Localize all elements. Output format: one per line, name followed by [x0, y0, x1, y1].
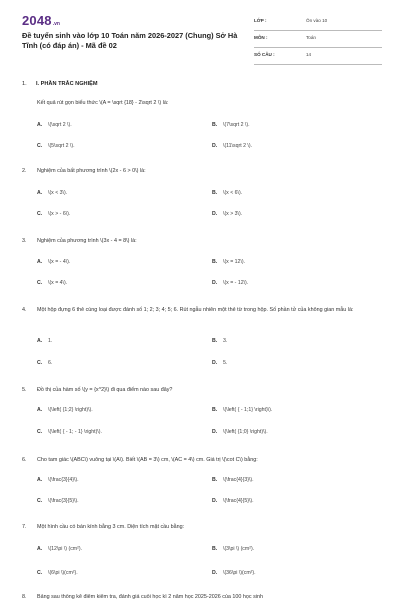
question-text: Nghiệm của bất phương trình \(2x - 6 > 0\) là:	[37, 168, 146, 174]
option-letter: A.	[37, 407, 43, 413]
question-number: 2.	[22, 168, 27, 174]
question-stem	[22, 236, 385, 246]
option-c[interactable]	[37, 280, 67, 286]
option-text: \(x = 12\).	[223, 259, 246, 265]
option-letter: A.	[37, 477, 43, 483]
option-d[interactable]	[212, 211, 242, 217]
option-letter: C.	[37, 360, 43, 366]
meta-label: LỚP :	[254, 18, 267, 23]
option-b[interactable]	[212, 407, 272, 413]
option-text: \(\left( {1;0} \right)\).	[223, 429, 268, 435]
option-text: \(7\sqrt 2 \).	[223, 122, 250, 128]
option-a[interactable]	[37, 338, 52, 344]
option-b[interactable]	[212, 338, 227, 344]
option-letter: D.	[212, 280, 218, 286]
option-letter: B.	[212, 477, 218, 483]
option-letter: B.	[212, 338, 218, 344]
exam-meta	[254, 16, 382, 67]
question-text: Bảng sau thống kê điểm kiểm tra, đánh giá cuối học kì 2 năm học 2025-2026 của 100 học sinh	[37, 594, 263, 600]
meta-value: Toán	[306, 35, 316, 40]
option-b[interactable]	[212, 190, 242, 196]
option-letter: A.	[37, 259, 43, 265]
option-letter: A.	[37, 190, 43, 196]
option-b[interactable]	[212, 259, 245, 265]
option-letter: C.	[37, 143, 43, 149]
option-text: \(6\pi \)(cm²).	[48, 570, 78, 576]
option-a[interactable]	[37, 259, 70, 265]
option-letter: D.	[212, 570, 218, 576]
option-b[interactable]	[212, 546, 254, 552]
option-text: \(\left( {1;2} \right)\).	[48, 407, 93, 413]
option-text: \(x > - 6\).	[48, 211, 71, 217]
option-letter: B.	[212, 190, 218, 196]
option-text: \(\frac{3}{4}\).	[48, 477, 79, 483]
option-a[interactable]	[37, 477, 79, 483]
option-letter: B.	[212, 407, 218, 413]
option-d[interactable]	[212, 360, 227, 366]
question-text: Một hình cầu có bán kính bằng 3 cm. Diện tích mặt cầu bằng:	[37, 524, 185, 530]
option-text: 6.	[48, 360, 53, 366]
option-letter: B.	[212, 259, 218, 265]
option-letter: D.	[212, 143, 218, 149]
question-number: 6.	[22, 457, 27, 463]
option-text: \(x = - 4\).	[48, 259, 71, 265]
option-letter: D.	[212, 498, 218, 504]
meta-value: Ôn vào 10	[306, 18, 328, 23]
option-c[interactable]	[37, 498, 79, 504]
question-stem	[22, 522, 385, 532]
option-d[interactable]	[212, 143, 252, 149]
meta-row-subject	[254, 33, 382, 48]
meta-row-class	[254, 16, 382, 31]
meta-row-question-count	[254, 50, 382, 65]
meta-label: MÔN :	[254, 35, 268, 40]
option-a[interactable]	[37, 546, 82, 552]
option-b[interactable]	[212, 122, 250, 128]
question-stem	[22, 385, 385, 395]
option-a[interactable]	[37, 122, 72, 128]
option-text: \(36\pi \)(cm²).	[223, 570, 256, 576]
option-text: \(\frac{4}{5}\).	[223, 498, 254, 504]
logo-text: 2048	[22, 13, 52, 28]
option-c[interactable]	[37, 570, 78, 576]
question-text: Cho tam giác \(ABC\) vuông tại \(A\). Biết \(AB = 3\) cm, \(AC = 4\) cm. Giá trị \(\cot C\) bằng:	[37, 457, 258, 463]
option-text: 5.	[223, 360, 228, 366]
option-d[interactable]	[212, 498, 254, 504]
option-letter: D.	[212, 211, 218, 217]
exam-header	[22, 12, 380, 78]
option-text: 3.	[223, 338, 228, 344]
question-text: Đồ thị của hàm số \(y = {x^2}\) đi qua điểm nào sau đây?	[37, 387, 173, 393]
section-heading	[22, 81, 98, 87]
option-text: \(x = 4\).	[48, 280, 68, 286]
question-text: Một hộp đựng 6 thẻ cùng loại được đánh số 1; 2; 3; 4; 5; 6. Rút ngẫu nhiên một thẻ từ trong hộp. Số phần tử của không gian mẫu là:	[37, 307, 354, 313]
option-b[interactable]	[212, 477, 254, 483]
option-text: \(5\sqrt 2 \).	[48, 143, 75, 149]
option-d[interactable]	[212, 280, 248, 286]
option-d[interactable]	[212, 570, 256, 576]
option-text: \(x > 3\).	[223, 211, 243, 217]
option-text: \(x = - 12\).	[223, 280, 249, 286]
option-a[interactable]	[37, 407, 93, 413]
option-letter: B.	[212, 122, 218, 128]
option-text: \(x < 3\).	[48, 190, 68, 196]
option-letter: C.	[37, 280, 43, 286]
meta-value: 14	[306, 52, 312, 57]
option-letter: C.	[37, 498, 43, 504]
question-stem	[22, 98, 385, 108]
exam-title: Đề tuyển sinh vào lớp 10 Toán năm 2026-2027 (Chung) Sở Hà Tĩnh (có đáp án) - Mã đề 02	[22, 31, 238, 50]
option-text: \(12\pi \) (cm²).	[48, 546, 83, 552]
option-text: \(3\pi \) (cm²).	[223, 546, 255, 552]
option-text: \(11\sqrt 2 \).	[223, 143, 253, 149]
option-text: \(\sqrt 2 \).	[48, 122, 72, 128]
option-text: \(\left( { - 1; - 1} \right)\).	[48, 429, 102, 435]
option-letter: A.	[37, 546, 43, 552]
section-title: I. PHẦN TRẮC NGHIỆM	[36, 81, 98, 87]
option-letter: D.	[212, 429, 218, 435]
option-letter: C.	[37, 211, 43, 217]
option-d[interactable]	[212, 429, 268, 435]
option-text: \(\left( { - 1;1} \right)\).	[223, 407, 273, 413]
question-number: 4.	[22, 307, 27, 313]
question-number: 3.	[22, 238, 27, 244]
question-stem	[22, 455, 385, 465]
option-letter: A.	[37, 338, 43, 344]
question-number: 5.	[22, 387, 27, 393]
option-letter: B.	[212, 546, 218, 552]
option-text: \(\frac{4}{3}\).	[223, 477, 254, 483]
question-number: 8.	[22, 594, 27, 600]
option-text: \(\frac{3}{5}\).	[48, 498, 79, 504]
option-text: \(x < 6\).	[223, 190, 243, 196]
question-stem	[22, 305, 385, 315]
option-c[interactable]	[37, 429, 102, 435]
option-letter: A.	[37, 122, 43, 128]
option-c[interactable]	[37, 143, 75, 149]
question-text: Kết quả rút gọn biểu thức \(A = \sqrt {18} - 2\sqrt 2 \) là:	[37, 100, 169, 106]
question-text: Nghiệm của phương trình \(3x - 4 = 8\) là:	[37, 238, 137, 244]
meta-label: SỐ CÂU :	[254, 52, 275, 57]
question-stem	[22, 166, 385, 176]
option-text: 1.	[48, 338, 53, 344]
section-number: 1.	[22, 81, 27, 87]
option-letter: D.	[212, 360, 218, 366]
question-number: 7.	[22, 524, 27, 530]
option-letter: C.	[37, 570, 43, 576]
option-letter: C.	[37, 429, 43, 435]
question-stem-cut	[22, 594, 380, 600]
option-a[interactable]	[37, 190, 67, 196]
option-c[interactable]	[37, 360, 52, 366]
logo-suffix: .vn	[52, 21, 60, 27]
option-c[interactable]	[37, 211, 70, 217]
